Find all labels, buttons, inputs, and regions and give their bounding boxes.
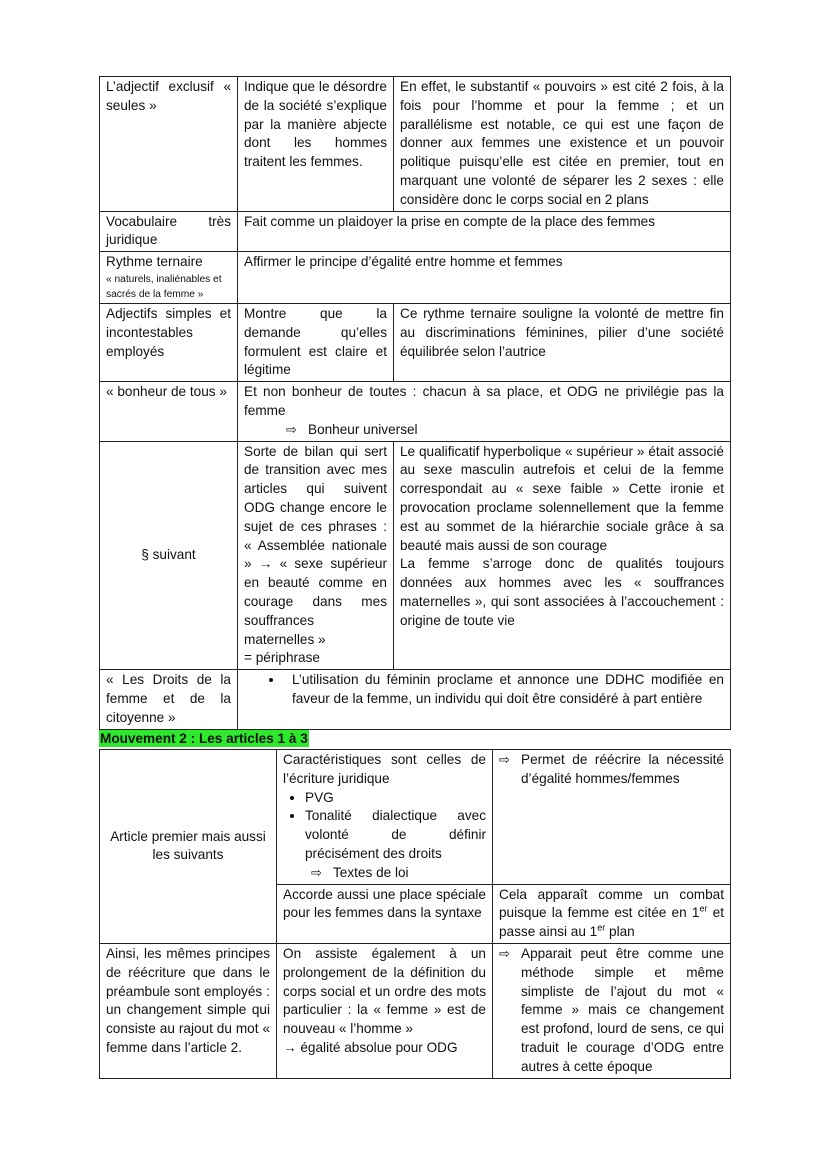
table-row [100, 211, 731, 252]
cell [238, 441, 394, 670]
cell [493, 884, 731, 943]
cell-text: Caractéristiques sont celles de l’écriture juridique [283, 752, 486, 786]
arrow-icon: ⇨ [286, 421, 297, 437]
section-title: Mouvement 2 : Les articles 1 à 3 [100, 731, 308, 746]
bullet-list [283, 789, 486, 864]
cell: Adjectifs simples et incontestables employés [100, 303, 238, 381]
cell: Montre que la demande qu’elles formulent est claire et légitime [238, 303, 394, 381]
table-row [100, 670, 731, 729]
cell-text: et passe ainsi au 1 [499, 905, 724, 940]
cell: Indique que le désordre de la société s’explique par la manière abjecte dont les hommes traitent les femmes. [238, 77, 394, 212]
table-row [100, 750, 731, 885]
cell: Accorde aussi une place spéciale pour les femmes dans la syntaxe [277, 884, 493, 943]
cell-text: Cela apparaît comme un combat puisque la femme est citée en 1 [499, 886, 724, 921]
bullet-list [244, 671, 724, 709]
cell-text: Sorte de bilan qui sert de transition avec mes articles qui suivent ODG change encore le sujet de ces phrases : « Assemblée nationale » → « sexe supérieur en beauté comme en courage dans mes souffrances maternelles » [244, 443, 387, 647]
arrow-item [499, 945, 724, 1077]
cell-text: Rythme ternaire [106, 254, 203, 270]
table-row [100, 382, 731, 441]
cell [493, 750, 731, 885]
cell: Ainsi, les mêmes principes de réécriture que dans le préambule sont employés : un changement simple qui consiste au rajout du mot « femme dans l’article 2. [100, 943, 277, 1078]
cell [493, 943, 731, 1078]
analysis-table-1 [99, 76, 731, 730]
cell [238, 670, 731, 729]
table-row [100, 252, 731, 304]
cell-text-end: → égalité absolue pour ODG [283, 1039, 458, 1055]
arrow-icon: ⇨ [499, 752, 510, 767]
cell: En effet, le substantif « pouvoirs » est cité 2 fois, à la fois pour l’homme et pour la femme ; et un parallélisme est notable, ce qui est une façon de donner aux femmes une existence et un pouvoir politique puisqu’elle est citée en premier, tout en marquant une volonté de séparer les 2 sexes : elle considère donc le corps social en 2 plans [394, 77, 731, 212]
cell: L’adjectif exclusif « seules » [100, 77, 238, 212]
cell [277, 943, 493, 1078]
analysis-table-2 [99, 749, 731, 1079]
arrow-icon: ⇨ [499, 945, 510, 961]
cell: Fait comme un plaidoyer la prise en compte de la place des femmes [238, 211, 731, 252]
cell: Ce rythme ternaire souligne la volonté de mettre fin au discriminations féminines, pilier d’une société équilibrée selon l’autrice [394, 303, 731, 381]
table-row [100, 441, 731, 670]
list-item: • L’utilisation du féminin proclame et annonce une DDHC modifiée en faveur de la femme, un individu qui doit être considéré à part entière [284, 671, 724, 709]
cell-text: Le qualificatif hyperbolique « supérieur » était associé au sexe masculin autrefois et celui de la femme correspondait au « sexe faible » Cette ironie et provocation proclame solennellement que la femme est au sommet de la hiérarchie sociale grâce à sa beauté mais aussi de son courage [400, 443, 724, 553]
superscript: er [597, 922, 606, 933]
arrow-item [499, 751, 724, 789]
cell-text-end: = périphrase [244, 650, 320, 666]
cell: § suivant [100, 441, 238, 670]
table-row [100, 77, 731, 212]
table-row [100, 303, 731, 381]
list-item: • Tonalité dialectique avec volonté de définir précisément des droits [305, 807, 486, 863]
arrow-item [244, 421, 724, 440]
cell [238, 382, 731, 441]
cell-text: La femme s’arroge donc de qualités toujours données aux hommes avec les « souffrances maternelles », qui sont associées à l’accouchement : origine de toute vie [400, 556, 724, 628]
cell [100, 252, 238, 304]
cell: « Les Droits de la femme et de la citoyenne » [100, 670, 238, 729]
cell: Vocabulaire très juridique [100, 211, 238, 252]
cell [394, 441, 731, 670]
arrow-item [283, 864, 486, 883]
cell-text: plan [605, 924, 635, 940]
list-item: • PVG [305, 789, 486, 808]
cell: Affirmer le principe d’égalité entre homme et femmes [238, 252, 731, 304]
cell [277, 750, 493, 885]
superscript: er [699, 903, 708, 914]
cell: « bonheur de tous » [100, 382, 238, 441]
arrow-icon: ⇨ [311, 864, 322, 880]
cell: Article premier mais aussi les suivants [100, 750, 277, 944]
arrow-item-text: Permet de réécrire la nécessité d’égalité hommes/femmes [521, 752, 724, 786]
cell-text: On assiste également à un prolongement de la définition du corps social et un ordre des mots particulier : la « femme » est de nouveau « l’homme » [283, 945, 486, 1037]
cell-small-text: « naturels, inaliénables et sacrés de la femme » [106, 273, 222, 300]
arrow-item-text: Textes de loi [333, 864, 409, 880]
cell-text: Et non bonheur de toutes : chacun à sa place, et ODG ne privilégie pas la femme [244, 384, 724, 418]
table-row [100, 943, 731, 1078]
arrow-item-text: Bonheur universel [308, 421, 418, 437]
arrow-item-text: Apparait peut être comme une méthode simple et même simpliste de l’ajout du mot « femme » mais ce changement est profond, lourd de sens, ce qui traduit le courage d’ODG entre autres à cette époque [521, 945, 724, 1074]
